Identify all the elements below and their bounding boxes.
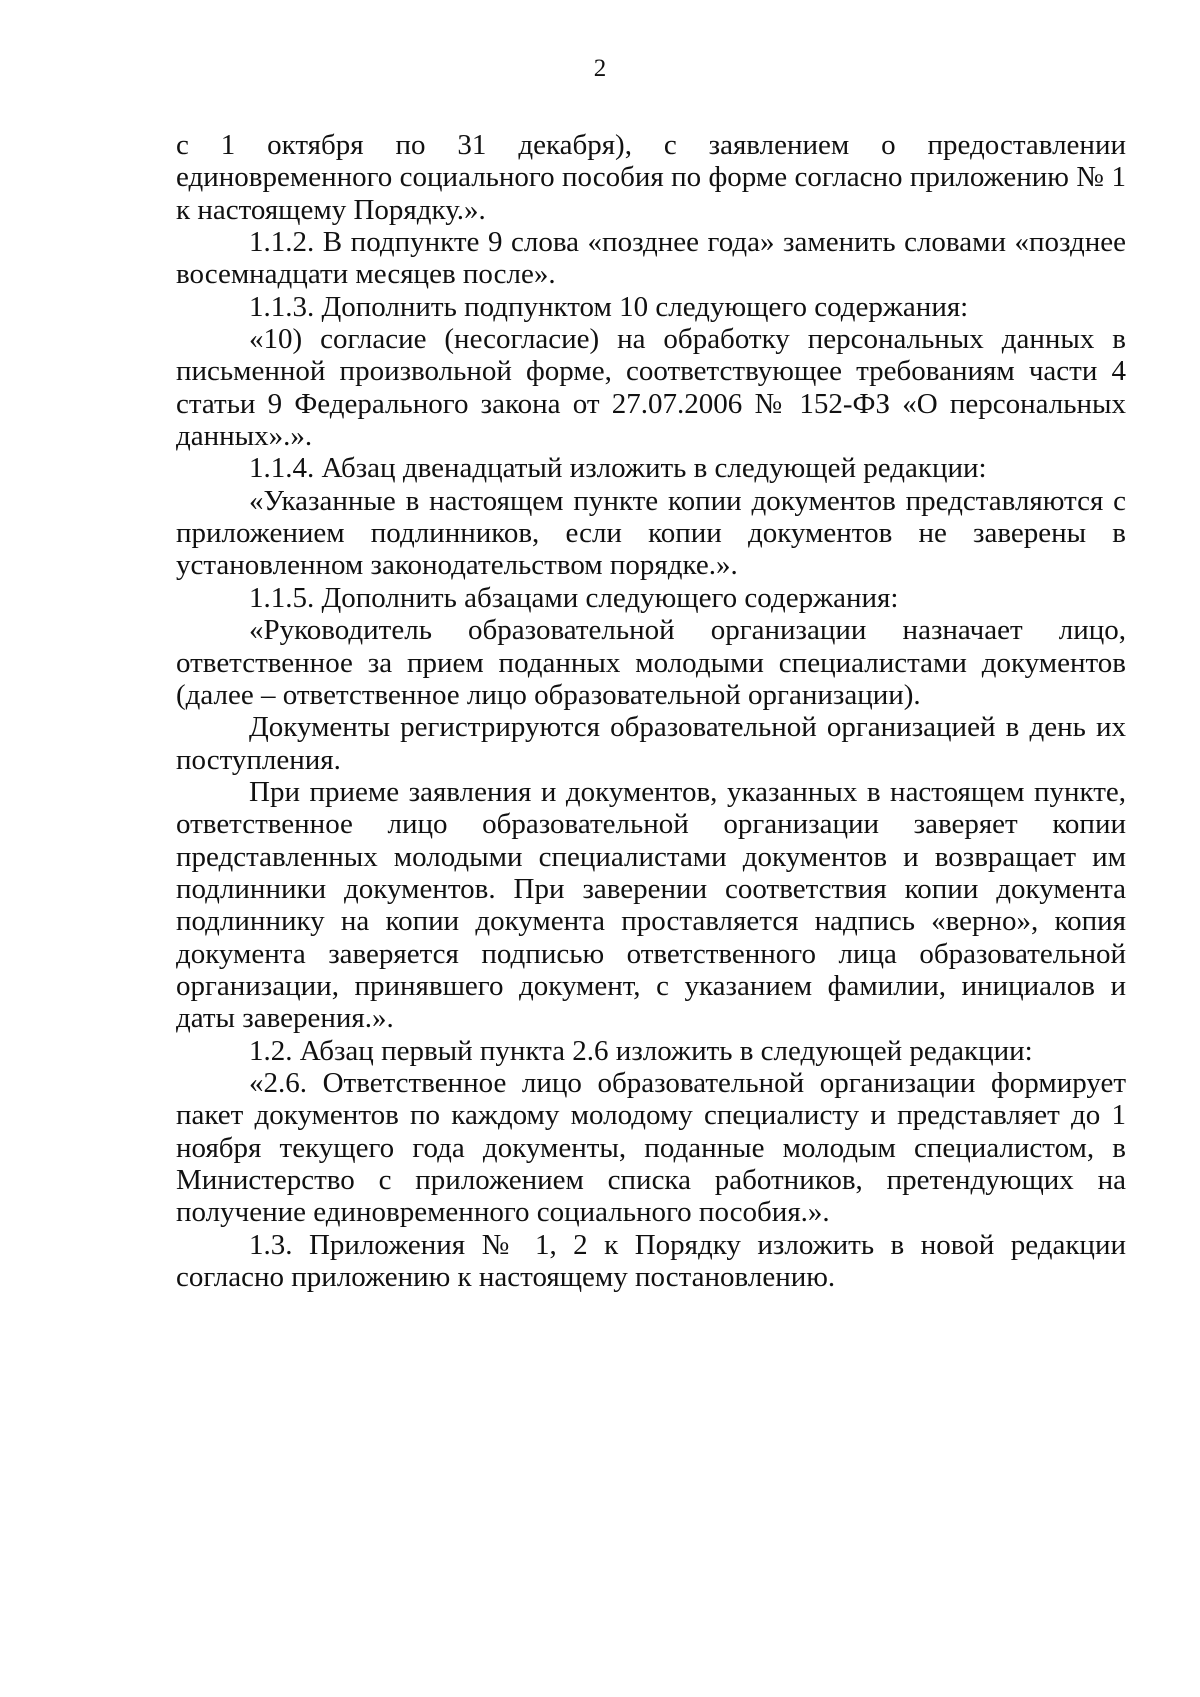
paragraph: 1.1.5. Дополнить абзацами следующего содержания: xyxy=(249,581,899,614)
paragraph: «10) согласие (несогласие) на обработку персональных данных в письменной произвольной форме, соответствующее требованиям части 4 статьи 9 Федерального закона от 27.07.2006 № 152-ФЗ «О персональных данных».». xyxy=(176,323,1126,453)
document-body xyxy=(176,129,1126,1293)
paragraph: 1.3. Приложения № 1, 2 к Порядку изложить в новой редакции согласно приложению к настоящему постановлению. xyxy=(176,1228,1126,1294)
paragraph: 1.1.4. Абзац двенадцатый изложить в следующей редакции: xyxy=(249,452,987,485)
paragraph: Документы регистрируются образовательной организацией в день их поступления. xyxy=(176,711,1126,776)
paragraph: «Указанные в настоящем пункте копии документов представляются с приложением подлинников, если копии документов не заверены в установленном законодательством порядке.». xyxy=(176,484,1126,582)
page-number: 2 xyxy=(593,55,607,82)
paragraph: 1.2. Абзац первый пункта 2.6 изложить в следующей редакции: xyxy=(249,1034,1033,1067)
paragraph: При приеме заявления и документов, указанных в настоящем пункте, ответственное лицо образовательной организации заверяет копии представленных молодыми специалистами документов и возвращает им подлинники документов. При заверении соответствия копии документа подлиннику на копии документа проставляется надпись «верно», копия документа заверяется подписью ответственного лица образовательной организации, принявшего документ, с указанием фамилии, инициалов и даты заверения.». xyxy=(176,775,1126,1035)
paragraph: «2.6. Ответственное лицо образовательной организации формирует пакет документов по каждому молодому специалисту и представляет до 1 ноября текущего года документы, поданные молодым специалистом, в Министерство с приложением списка работников, претендующих на получение единовременного социального пособия.». xyxy=(176,1066,1126,1229)
paragraph: 1.1.2. В подпункте 9 слова «позднее года» заменить словами «позднее восемнадцати месяцев после». xyxy=(176,226,1126,291)
paragraph: 1.1.3. Дополнить подпунктом 10 следующего содержания: xyxy=(249,290,969,323)
paragraph: с 1 октября по 31 декабря), с заявлением о предоставлении единовременного социального пособия по форме согласно приложению № 1 к настоящему Порядку.». xyxy=(176,129,1126,226)
paragraph: «Руководитель образовательной организации назначает лицо, ответственное за прием поданных молодыми специалистами документов (далее – ответственное лицо образовательной организации). xyxy=(176,614,1126,711)
